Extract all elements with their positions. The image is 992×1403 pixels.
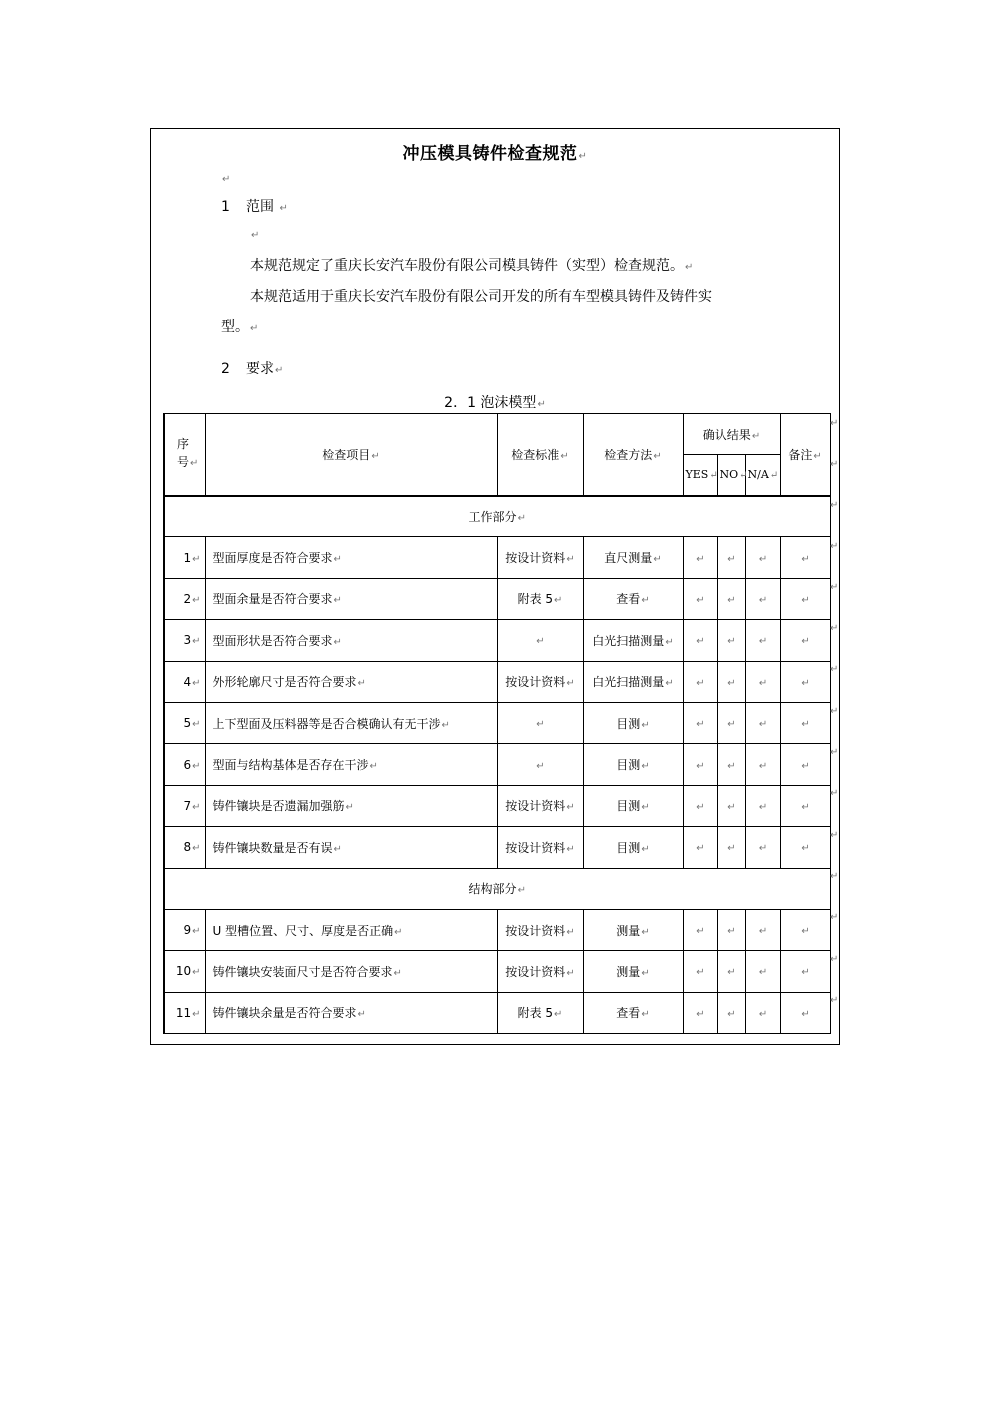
row-yes-cell: ↵	[683, 744, 717, 785]
row-method: 直尺测量↵	[583, 537, 683, 578]
row-end-mark: ↵	[830, 459, 839, 470]
row-yes-cell: ↵	[683, 578, 717, 619]
row-end-mark: ↵	[830, 706, 839, 717]
row-standard: 按设计资料↵	[497, 951, 583, 992]
paragraph-mark: ↵	[275, 365, 284, 376]
row-item: 上下型面及压料器等是否合模确认有无干涉↵	[205, 702, 497, 743]
group-label: 结构部分↵	[164, 868, 830, 909]
empty-paragraph	[221, 170, 230, 186]
row-number: 1↵	[164, 537, 205, 578]
section-number: 2	[221, 361, 230, 377]
table-row	[164, 702, 830, 743]
row-item: 外形轮廓尺寸是否符合要求↵	[205, 661, 497, 702]
row-no-cell: ↵	[717, 744, 745, 785]
row-item: 铸件镶块是否遗漏加强筋↵	[205, 785, 497, 826]
table-row	[164, 578, 830, 619]
paragraph-mark: ↵	[250, 323, 259, 334]
row-na-cell: ↵	[745, 578, 780, 619]
row-remark-cell: ↵	[780, 951, 830, 992]
table-row	[164, 827, 830, 868]
section-1-heading	[221, 196, 288, 216]
row-method: 目测↵	[583, 827, 683, 868]
table-row	[164, 537, 830, 578]
row-na-cell: ↵	[745, 992, 780, 1033]
row-standard: 按设计资料↵	[497, 785, 583, 826]
row-yes-cell: ↵	[683, 537, 717, 578]
row-item: 型面厚度是否符合要求↵	[205, 537, 497, 578]
table-row	[164, 951, 830, 992]
row-no-cell: ↵	[717, 992, 745, 1033]
row-standard: 按设计资料↵	[497, 827, 583, 868]
row-end-mark: ↵	[830, 912, 839, 923]
paragraph-mark: ↵	[537, 399, 546, 410]
row-number: 11↵	[164, 992, 205, 1033]
row-yes-cell: ↵	[683, 951, 717, 992]
row-standard: ↵	[497, 702, 583, 743]
row-standard: 按设计资料↵	[497, 537, 583, 578]
row-number: 4↵	[164, 661, 205, 702]
row-standard: 附表 5↵	[497, 578, 583, 619]
row-standard: 附表 5↵	[497, 992, 583, 1033]
row-number: 6↵	[164, 744, 205, 785]
row-na-cell: ↵	[745, 909, 780, 950]
row-number: 10↵	[164, 951, 205, 992]
row-end-mark: ↵	[830, 664, 839, 675]
group-row	[164, 868, 830, 909]
row-remark-cell: ↵	[780, 661, 830, 702]
row-end-mark: ↵	[830, 582, 839, 593]
row-na-cell: ↵	[745, 702, 780, 743]
row-remark-cell: ↵	[780, 785, 830, 826]
paragraph-mark: ↵	[578, 151, 588, 162]
paragraph-text-line-1: 本规范适用于重庆长安汽车股份有限公司开发的所有车型模具铸件及铸件实	[250, 289, 712, 305]
paragraph-mark: ↵	[279, 203, 288, 214]
row-number: 3↵	[164, 620, 205, 661]
header-inspection-standard: 检查标准↵	[497, 414, 583, 496]
row-method: 查看↵	[583, 992, 683, 1033]
row-end-mark: ↵	[830, 954, 839, 965]
paragraph-mark: ↵	[222, 174, 231, 185]
row-na-cell: ↵	[745, 537, 780, 578]
row-standard: 按设计资料↵	[497, 661, 583, 702]
row-number: 2↵	[164, 578, 205, 619]
row-item: 铸件镶块数量是否有误↵	[205, 827, 497, 868]
empty-paragraph	[250, 226, 259, 242]
section-title: 要求	[246, 361, 274, 377]
row-yes-cell: ↵	[683, 992, 717, 1033]
row-end-mark: ↵	[830, 623, 839, 634]
row-remark-cell: ↵	[780, 578, 830, 619]
header-na: N/A↵	[745, 455, 780, 496]
group-label: 工作部分↵	[164, 496, 830, 537]
row-no-cell: ↵	[717, 578, 745, 619]
row-end-mark: ↵	[830, 747, 839, 758]
row-no-cell: ↵	[717, 785, 745, 826]
row-item: 型面余量是否符合要求↵	[205, 578, 497, 619]
row-remark-cell: ↵	[780, 909, 830, 950]
row-method: 测量↵	[583, 909, 683, 950]
row-na-cell: ↵	[745, 951, 780, 992]
row-method: 白光扫描测量↵	[583, 661, 683, 702]
table-row	[164, 620, 830, 661]
row-na-cell: ↵	[745, 661, 780, 702]
paragraph-text-line-2: 型。	[221, 319, 249, 335]
header-yes: YES↵	[683, 455, 717, 496]
header-remark: 备注↵	[780, 414, 830, 496]
header-confirm-result: 确认结果↵	[683, 414, 780, 455]
row-end-mark: ↵	[830, 418, 839, 429]
row-method: 目测↵	[583, 744, 683, 785]
row-end-mark: ↵	[830, 788, 839, 799]
row-item: 铸件镶块余量是否符合要求↵	[205, 992, 497, 1033]
row-no-cell: ↵	[717, 661, 745, 702]
row-method: 目测↵	[583, 785, 683, 826]
row-remark-cell: ↵	[780, 744, 830, 785]
header-serial-number: 序 号↵	[164, 414, 205, 496]
row-method: 白光扫描测量↵	[583, 620, 683, 661]
row-no-cell: ↵	[717, 951, 745, 992]
scope-paragraph-2	[221, 282, 801, 344]
row-end-mark: ↵	[830, 500, 839, 511]
row-yes-cell: ↵	[683, 827, 717, 868]
row-end-mark: ↵	[830, 830, 839, 841]
header-inspection-item: 检查项目↵	[205, 414, 497, 496]
document-title: 冲压模具铸件检查规范↵	[402, 144, 588, 164]
row-na-cell: ↵	[745, 744, 780, 785]
row-na-cell: ↵	[745, 785, 780, 826]
row-remark-cell: ↵	[780, 702, 830, 743]
header-no: NO↵	[717, 455, 745, 496]
table-row	[164, 909, 830, 950]
row-no-cell: ↵	[717, 620, 745, 661]
row-standard: 按设计资料↵	[497, 909, 583, 950]
row-item: 型面形状是否符合要求↵	[205, 620, 497, 661]
paragraph-text: 本规范规定了重庆长安汽车股份有限公司模具铸件（实型）检查规范。	[250, 258, 684, 274]
row-no-cell: ↵	[717, 909, 745, 950]
row-end-mark: ↵	[830, 995, 839, 1006]
scope-paragraph-1	[221, 251, 801, 283]
inspection-table	[163, 413, 831, 1034]
row-remark-cell: ↵	[780, 827, 830, 868]
header-row-1	[164, 414, 830, 455]
row-remark-cell: ↵	[780, 620, 830, 661]
subsection-heading: 2．1 泡沫模型↵	[444, 395, 546, 411]
row-yes-cell: ↵	[683, 909, 717, 950]
table-row	[164, 661, 830, 702]
row-standard: ↵	[497, 620, 583, 661]
row-yes-cell: ↵	[683, 702, 717, 743]
row-no-cell: ↵	[717, 537, 745, 578]
row-method: 测量↵	[583, 951, 683, 992]
row-no-cell: ↵	[717, 702, 745, 743]
row-na-cell: ↵	[745, 827, 780, 868]
row-number: 7↵	[164, 785, 205, 826]
row-na-cell: ↵	[745, 620, 780, 661]
row-method: 查看↵	[583, 578, 683, 619]
row-end-mark: ↵	[830, 541, 839, 552]
row-item: 铸件镶块安装面尺寸是否符合要求↵	[205, 951, 497, 992]
row-yes-cell: ↵	[683, 661, 717, 702]
row-method: 目测↵	[583, 702, 683, 743]
paragraph-mark: ↵	[251, 230, 260, 241]
row-end-mark: ↵	[830, 871, 839, 882]
table-row	[164, 744, 830, 785]
row-number: 5↵	[164, 702, 205, 743]
section-2-heading	[221, 358, 283, 378]
row-item: 型面与结构基体是否存在干涉↵	[205, 744, 497, 785]
row-item: U 型槽位置、尺寸、厚度是否正确↵	[205, 909, 497, 950]
section-number: 1	[221, 199, 230, 215]
row-remark-cell: ↵	[780, 992, 830, 1033]
table-row	[164, 992, 830, 1033]
row-number: 9↵	[164, 909, 205, 950]
group-row	[164, 496, 830, 537]
row-standard: ↵	[497, 744, 583, 785]
row-yes-cell: ↵	[683, 620, 717, 661]
header-inspection-method: 检查方法↵	[583, 414, 683, 496]
row-no-cell: ↵	[717, 827, 745, 868]
section-title: 范围	[246, 199, 274, 215]
row-remark-cell: ↵	[780, 537, 830, 578]
table-row	[164, 785, 830, 826]
paragraph-mark: ↵	[685, 262, 694, 273]
row-number: 8↵	[164, 827, 205, 868]
row-yes-cell: ↵	[683, 785, 717, 826]
